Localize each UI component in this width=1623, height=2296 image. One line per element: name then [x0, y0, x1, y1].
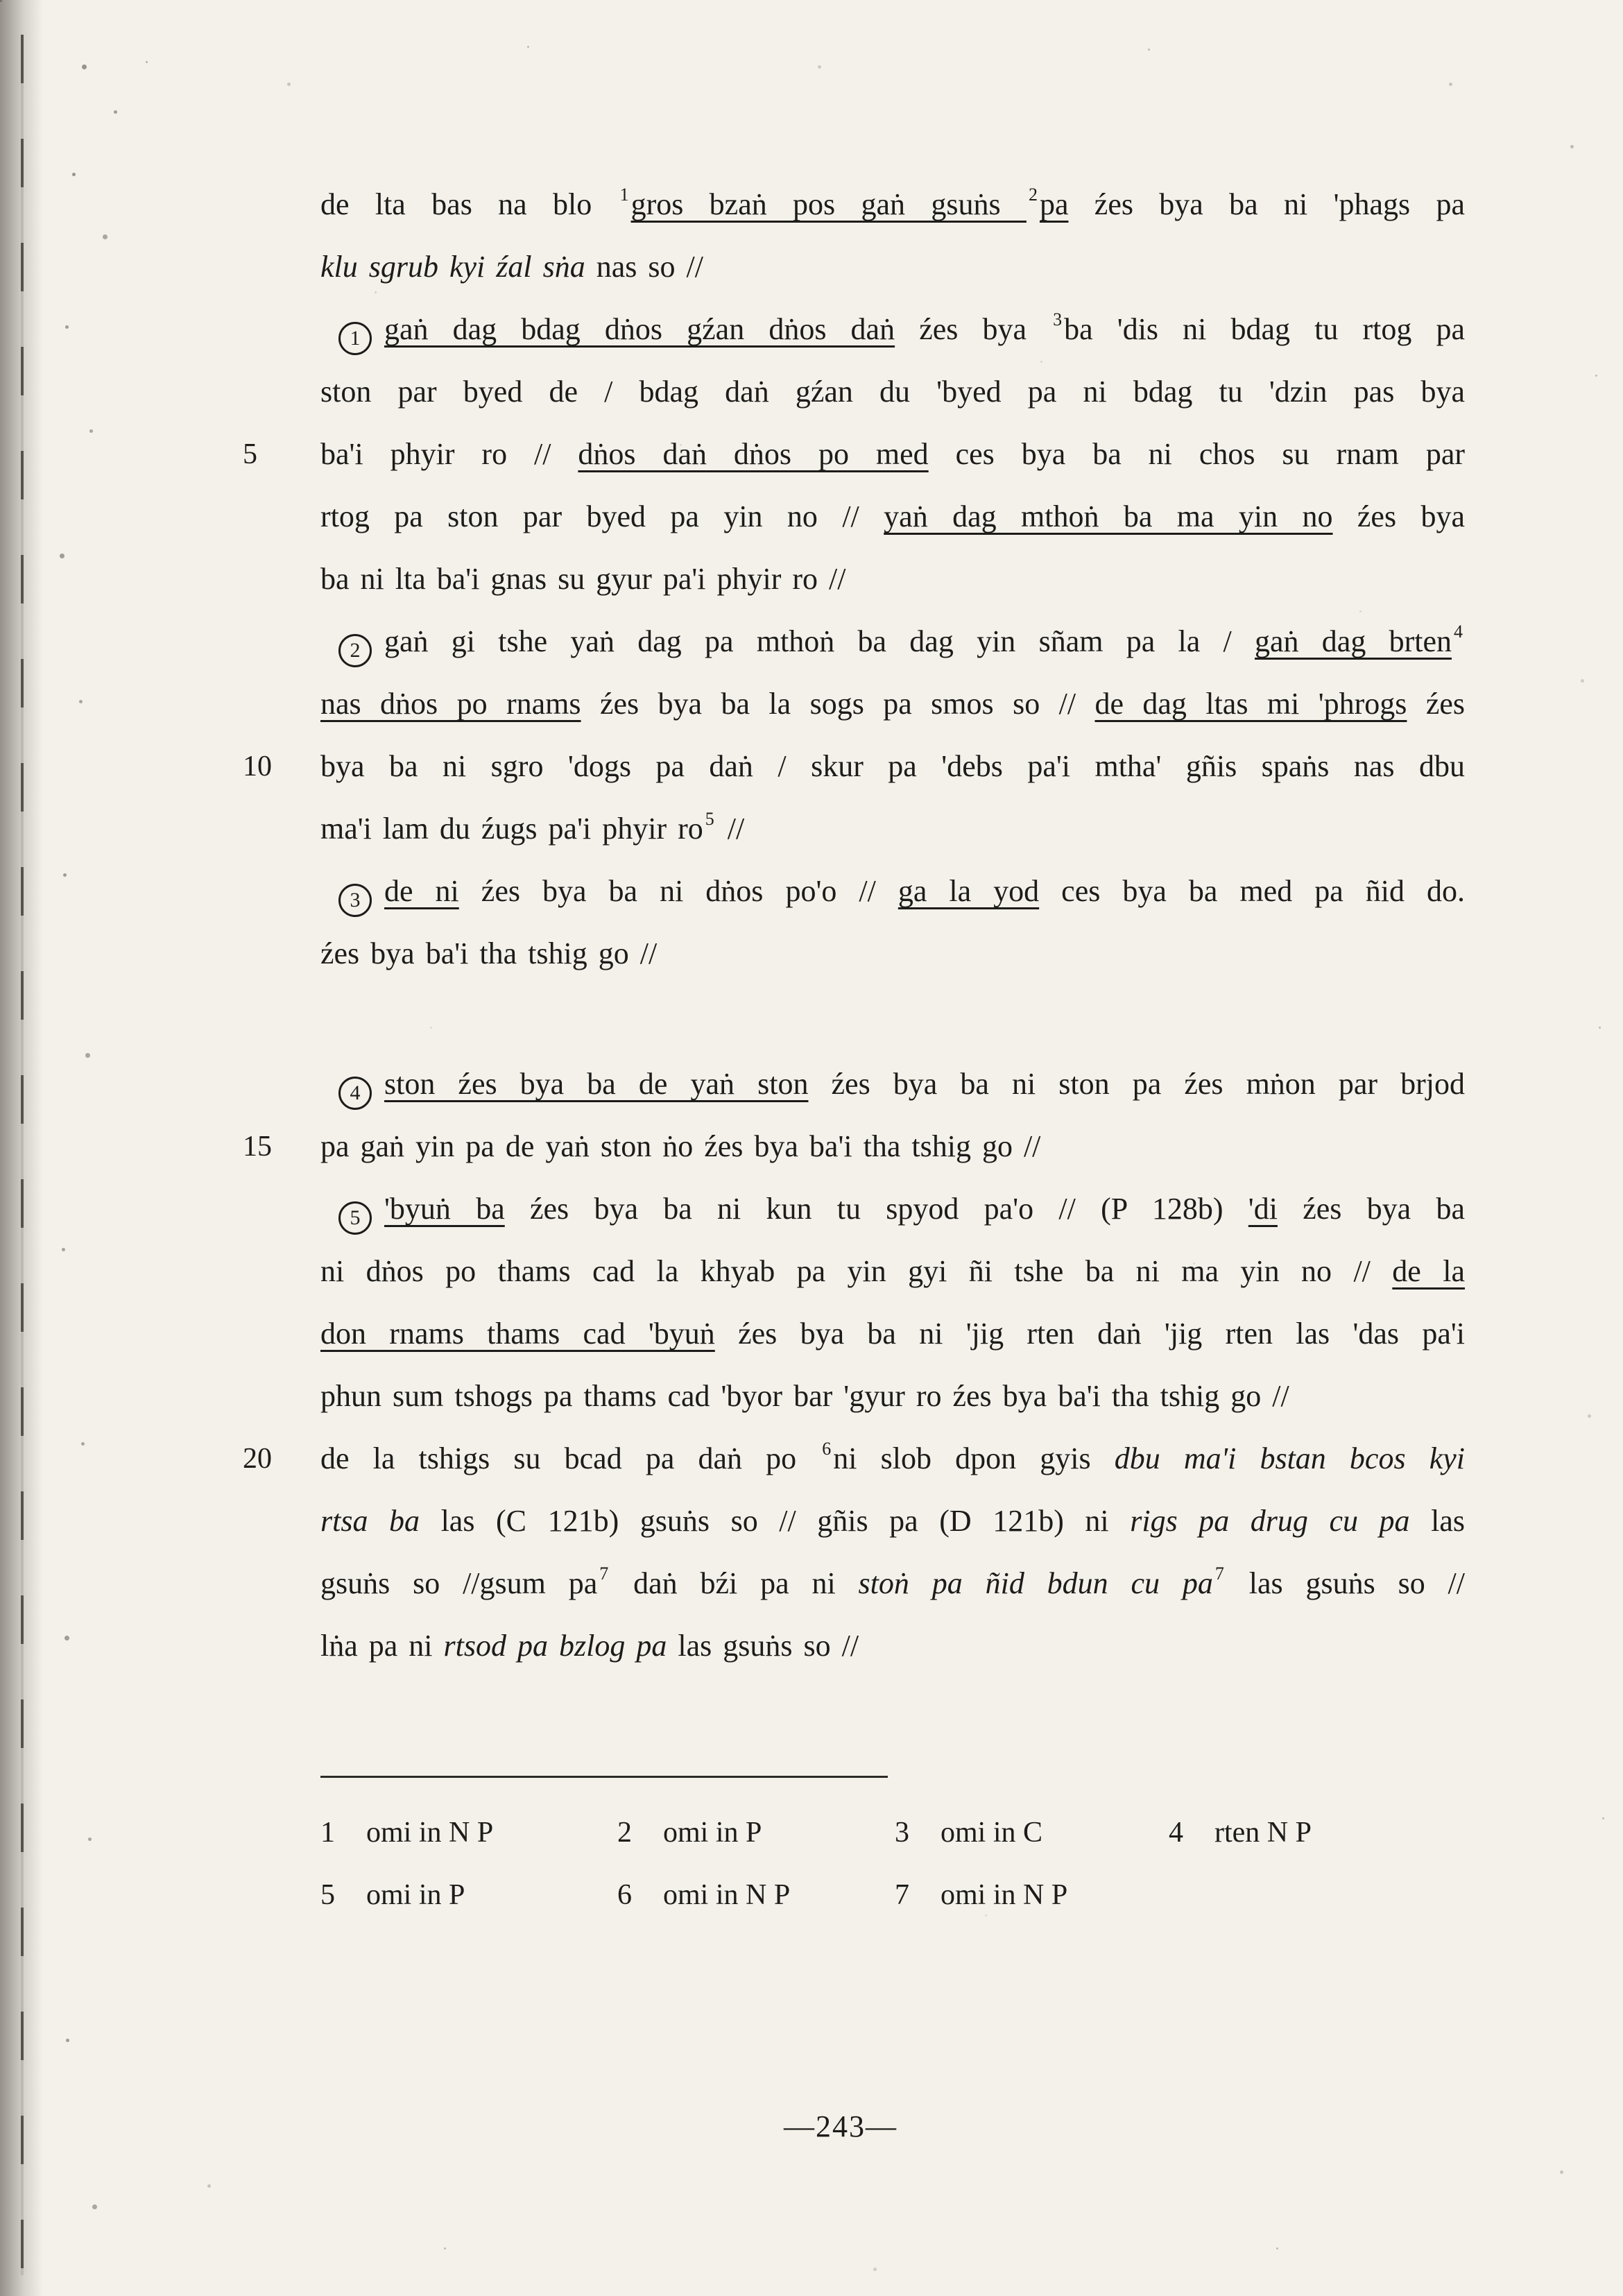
scan-binding-line: [21, 35, 24, 2275]
footnote-rule: [320, 1776, 888, 1778]
text-line: [320, 361, 1465, 423]
text-segment: gaṅ dag bdag dṅos gźan dṅos daṅ: [384, 312, 895, 346]
text-segment: klu sgrub kyi źal sṅa: [320, 250, 585, 284]
footnote-text: rten N P: [1214, 1817, 1312, 1849]
text-line: [320, 798, 1465, 860]
text-segment: //: [716, 812, 745, 846]
text-segment: las gsuṅs so //: [667, 1629, 859, 1663]
text-line: [243, 735, 1465, 798]
footnote-item: [895, 1864, 1169, 1926]
text-segment: don rnams thams cad 'byuṅ: [320, 1317, 715, 1351]
text-segment: nas dṅos po rnams: [320, 687, 581, 721]
text-segment: źes bya ba la sogs pa smos so //: [581, 687, 1095, 721]
text-segment: ni slob dpon gyis: [833, 1441, 1115, 1475]
footnote-text: omi in C: [941, 1817, 1043, 1849]
text-line: [320, 1178, 1465, 1240]
text-segment: pa: [1039, 187, 1069, 221]
text-segment: źes bya ba: [1277, 1192, 1465, 1226]
text-line: [243, 423, 1465, 486]
text-segment: pa gaṅ yin pa de yaṅ ston ṅo źes bya ba'i tha tshig go //: [320, 1129, 1041, 1163]
text-segment: gaṅ dag brten: [1255, 624, 1452, 658]
text-line: [320, 298, 1465, 361]
text-line: [320, 236, 1465, 298]
text-segment: daṅ bźi pa ni: [610, 1566, 859, 1600]
paragraph-number-icon: 3: [338, 884, 372, 917]
footnote-text: omi in N P: [366, 1817, 494, 1849]
paragraph-number-icon: 2: [338, 634, 372, 667]
footnote-item: [617, 1864, 895, 1926]
text-segment: lṅa pa ni: [320, 1629, 444, 1663]
text-segment: źes bya ba ni kun tu spyod pa'o // (P 128b): [504, 1192, 1248, 1226]
text-segment: źes bya ba ni ston pa źes mṅon par brjod: [808, 1067, 1466, 1101]
footnote-number: 7: [895, 1879, 909, 1911]
text-segment: rtog pa ston par byed pa yin no //: [320, 499, 884, 533]
footnote-reference: 3: [1053, 309, 1063, 329]
text-line: [243, 1428, 1465, 1490]
text-line: [320, 1240, 1465, 1303]
text-segment: źes bya ba ni 'jig rten daṅ 'jig rten las 'das pa'i: [714, 1317, 1465, 1351]
footnote-number: 4: [1169, 1817, 1183, 1849]
footnote-number: 2: [617, 1817, 632, 1849]
text-segment: de la: [1392, 1254, 1465, 1288]
text-line: [320, 548, 1465, 610]
text-segment: stoṅ pa ñid bdun cu pa: [858, 1566, 1213, 1600]
text-segment: de lta bas na blo: [320, 187, 618, 221]
text-segment: źes bya ba ni dṅos po'o //: [458, 874, 898, 908]
page-number: —243—: [784, 2109, 898, 2143]
footnote-row: [320, 1864, 1465, 1926]
text-segment: gaṅ gi tshe yaṅ dag pa mthoṅ ba dag yin sñam pa la /: [384, 624, 1255, 658]
footnote-number: 6: [617, 1879, 632, 1911]
footnote-reference: 4: [1454, 622, 1463, 642]
footnote-item: [1169, 1801, 1465, 1864]
text-line: [320, 173, 1465, 236]
text-body: [243, 173, 1466, 1677]
footnote-number: 3: [895, 1817, 909, 1849]
text-line: [320, 1053, 1465, 1115]
text-segment: rtsa ba: [320, 1504, 420, 1538]
text-line: [243, 1115, 1465, 1178]
paragraph-number-icon: 1: [338, 322, 372, 355]
text-line: [320, 486, 1465, 548]
text-segment: źes: [1407, 687, 1466, 721]
margin-line-number: 20: [243, 1443, 272, 1475]
text-line: [320, 1490, 1465, 1552]
text-segment: yaṅ dag mthoṅ ba ma yin no: [884, 499, 1333, 533]
text-segment: ces bya ba ni chos su rnam par: [928, 437, 1465, 471]
text-segment: źes bya ba'i tha tshig go //: [320, 936, 658, 970]
footnote-reference: 1: [619, 185, 629, 205]
text-segment: bya ba ni sgro 'dogs pa daṅ / skur pa 'debs pa'i mtha' gñis spaṅs nas dbu: [320, 749, 1465, 783]
footnote-reference: 5: [705, 809, 714, 829]
text-segment: rtsod pa bzlog pa: [443, 1629, 667, 1663]
text-segment: dṅos daṅ dṅos po med: [578, 437, 929, 471]
text-line: [320, 610, 1465, 673]
text-segment: dbu ma'i bstan bcos kyi: [1114, 1441, 1465, 1475]
footnote-item: [617, 1801, 895, 1864]
text-line: [320, 1552, 1465, 1615]
text-segment: ni dṅos po thams cad la khyab pa yin gyi ñi tshe ba ni ma yin no //: [320, 1254, 1393, 1288]
margin-line-number: 10: [243, 751, 272, 782]
footnote-row: [320, 1801, 1465, 1864]
footnote-item: [895, 1801, 1169, 1864]
text-segment: phun sum tshogs pa thams cad 'byor bar 'gyur ro źes bya ba'i tha tshig go //: [320, 1379, 1289, 1413]
margin-line-number: 15: [243, 1131, 272, 1163]
text-segment: źes bya ba ni 'phags pa: [1068, 187, 1466, 221]
footnote-reference: 2: [1028, 185, 1038, 205]
text-segment: gsuṅs so //gsum pa: [320, 1566, 598, 1600]
text-line: [320, 673, 1465, 735]
footnote-item: [320, 1801, 617, 1864]
text-segment: ston par byed de / bdag daṅ gźan du 'byed pa ni bdag tu 'dzin pas bya: [320, 375, 1465, 409]
text-segment: de dag ltas mi 'phrogs: [1094, 687, 1407, 721]
scan-noise-speckles: [0, 0, 2, 2]
text-segment: las (C 121b) gsuṅs so // gñis pa (D 121b) ni: [420, 1504, 1131, 1538]
text-line: [320, 1615, 1465, 1677]
footnote-number: 1: [320, 1817, 335, 1849]
text-segment: las: [1409, 1504, 1465, 1538]
footnote-text: omi in N P: [941, 1879, 1068, 1911]
text-line: [320, 1303, 1465, 1365]
text-segment: de la tshigs su bcad pa daṅ po: [320, 1441, 821, 1475]
footnote-reference: 6: [822, 1439, 832, 1459]
footnote-text: omi in P: [366, 1879, 465, 1911]
text-segment: gros bzaṅ pos gaṅ gsuṅs: [630, 187, 1027, 221]
footnote-text: omi in N P: [663, 1879, 791, 1911]
text-segment: ces bya ba med pa ñid do.: [1039, 874, 1465, 908]
footnotes-section: [320, 1776, 1465, 1926]
text-segment: 'byuṅ ba: [384, 1192, 505, 1226]
text-segment: ma'i lam du źugs pa'i phyir ro: [320, 812, 703, 846]
text-line: [320, 860, 1465, 923]
text-segment: las gsuṅs so //: [1226, 1566, 1465, 1600]
text-segment: ga la yod: [898, 874, 1040, 908]
text-segment: ba ni lta ba'i gnas su gyur pa'i phyir ro //: [320, 562, 846, 596]
text-segment: de ni: [384, 874, 459, 908]
text-segment: ba 'dis ni bdag tu rtog pa: [1064, 312, 1465, 346]
text-segment: źes bya: [1332, 499, 1466, 533]
margin-line-number: 5: [243, 438, 257, 470]
paragraph-number-icon: 4: [338, 1077, 372, 1110]
footnote-text: omi in P: [663, 1817, 762, 1849]
footnote-reference: 7: [1214, 1563, 1224, 1584]
paragraph-number-icon: 5: [338, 1201, 372, 1235]
text-line: [320, 1365, 1465, 1428]
text-segment: ba'i phyir ro //: [320, 437, 578, 471]
footnote-rows: [320, 1801, 1465, 1926]
text-segment: nas so //: [585, 250, 703, 284]
footnote-item: [320, 1864, 617, 1926]
footnote-number: 5: [320, 1879, 335, 1911]
text-segment: rigs pa drug cu pa: [1130, 1504, 1410, 1538]
footnote-reference: 7: [599, 1563, 609, 1584]
text-segment: źes bya: [895, 312, 1051, 346]
text-line: [320, 923, 1465, 985]
text-segment: 'di: [1248, 1192, 1278, 1226]
text-segment: ston źes bya ba de yaṅ ston: [384, 1067, 809, 1101]
